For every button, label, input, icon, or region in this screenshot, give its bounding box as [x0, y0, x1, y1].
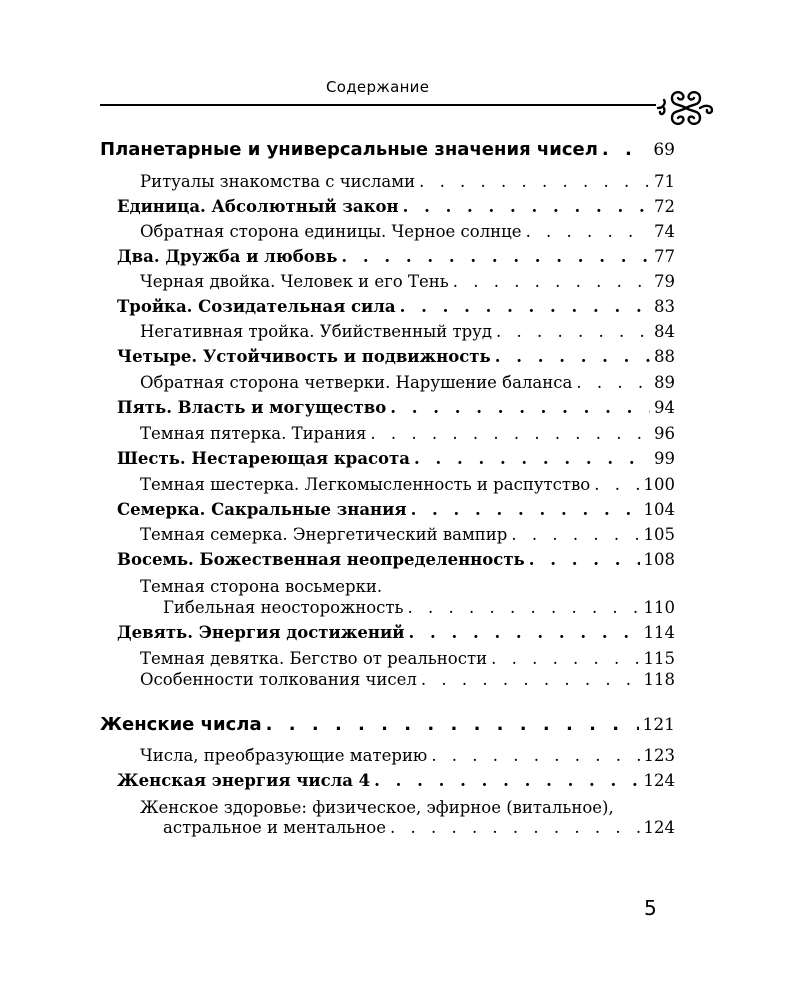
toc-entry[interactable]: Тройка. Созидательная сила . . . 83 — [117, 297, 675, 317]
page-ref: 69 — [653, 140, 675, 160]
page-ref: 110 — [643, 598, 675, 617]
toc-entry[interactable]: Четыре. Устойчивость и подвижность . . . 88 — [117, 347, 675, 367]
page-ref: 99 — [654, 449, 675, 468]
toc-entry[interactable]: Ритуалы знакомства с числами . . . 71 — [140, 172, 675, 192]
toc-entry[interactable]: Темная шестерка. Легкомысленность и распутство . . . 100 — [140, 475, 675, 495]
dot-leader — [341, 247, 650, 267]
dot-leader — [419, 172, 650, 192]
page-ref: 84 — [654, 322, 675, 341]
dot-leader — [403, 197, 650, 217]
page-ref: 114 — [643, 623, 675, 642]
dot-leader — [526, 222, 650, 242]
page-number: 5 — [644, 896, 657, 920]
dot-leader — [374, 771, 639, 791]
toc-entry[interactable]: Женская энергия числа 4 . . . 124 — [117, 771, 675, 791]
dot-leader — [390, 398, 650, 418]
toc-entry[interactable]: Черная двойка. Человек и его Тень . . . 79 — [140, 272, 675, 292]
toc-entry[interactable]: Темная девятка. Бегство от реальности . . . 115 — [140, 649, 675, 669]
page-ref: 108 — [643, 550, 675, 569]
dot-leader — [491, 649, 639, 669]
toc-entry-line1[interactable]: Темная сторона восьмерки. — [140, 577, 383, 596]
dot-leader — [408, 623, 639, 643]
dot-leader — [370, 424, 650, 444]
dot-leader — [576, 373, 650, 393]
toc-entry[interactable]: Негативная тройка. Убийственный труд . . . 84 — [140, 322, 675, 342]
page-ref: 100 — [643, 475, 675, 494]
dot-leader — [594, 475, 639, 495]
toc-entry[interactable]: астральное и ментальное . . . 124 — [163, 818, 675, 838]
toc-entry[interactable]: Особенности толкования чисел . . . 118 — [140, 670, 675, 690]
page-ref: 115 — [643, 649, 675, 668]
dot-leader — [421, 670, 640, 690]
toc-entry[interactable]: Семерка. Сакральные знания . . . 104 — [117, 500, 675, 520]
toc-entry[interactable]: Числа, преобразующие материю . . . 123 — [140, 746, 675, 766]
toc-entry[interactable]: Гибельная неосторожность . . . 110 — [163, 598, 675, 618]
toc-entry[interactable]: Темная семерка. Энергетический вампир . . . 105 — [140, 525, 675, 545]
page-ref: 88 — [654, 347, 675, 366]
page-ref: 124 — [643, 771, 675, 790]
dot-leader — [431, 746, 639, 766]
toc-section-heading[interactable]: Женские числа . . . 121 — [100, 715, 675, 735]
toc-entry[interactable]: Темная пятерка. Тирания . . . 96 — [140, 424, 675, 444]
toc-section-heading[interactable]: Планетарные и универсальные значения чисел . . . 69 — [100, 140, 675, 160]
dot-leader — [411, 500, 640, 520]
toc-entry[interactable]: Единица. Абсолютный закон . . . 72 — [117, 197, 675, 217]
page-ref: 121 — [642, 715, 675, 735]
dot-leader — [390, 818, 640, 838]
page-ref: 71 — [654, 172, 675, 191]
toc-entry[interactable]: Пять. Власть и могущество . . . 94 — [117, 398, 675, 418]
toc-entry[interactable]: Шесть. Нестареющая красота . . . 99 — [117, 449, 675, 469]
page-ref: 124 — [643, 818, 675, 837]
dot-leader — [266, 715, 639, 735]
toc-entry[interactable]: Обратная сторона единицы. Черное солнце . . . 74 — [140, 222, 675, 242]
dot-leader — [529, 550, 640, 570]
running-header: Содержание — [326, 78, 430, 96]
page-ref: 77 — [654, 247, 675, 266]
page-ref: 74 — [654, 222, 675, 241]
dot-leader — [453, 272, 650, 292]
page-ref: 104 — [643, 500, 675, 519]
dot-leader — [495, 347, 650, 367]
toc-entry[interactable]: Восемь. Божественная неопределенность . . . 108 — [117, 550, 675, 570]
dot-leader — [602, 140, 649, 160]
page-ref: 96 — [654, 424, 675, 443]
page-ref: 79 — [654, 272, 675, 291]
page-ref: 94 — [654, 398, 675, 417]
dot-leader — [400, 297, 650, 317]
toc-entry[interactable]: Обратная сторона четверки. Нарушение баланса . . . 89 — [140, 373, 675, 393]
page-ref: 123 — [643, 746, 675, 765]
toc-entry[interactable]: Два. Дружба и любовь . . . 77 — [117, 247, 675, 267]
dot-leader — [511, 525, 639, 545]
page-ref: 118 — [643, 670, 675, 689]
dot-leader — [414, 449, 650, 469]
page-ref: 72 — [654, 197, 675, 216]
toc-entry[interactable]: Девять. Энергия достижений . . . 114 — [117, 623, 675, 643]
page-ref: 105 — [643, 525, 675, 544]
dot-leader — [496, 322, 650, 342]
page-ref: 89 — [654, 373, 675, 392]
dot-leader — [408, 598, 640, 618]
toc-entry-line1[interactable]: Женское здоровье: физическое, эфирное (витальное), — [140, 798, 614, 817]
page-ref: 83 — [654, 297, 675, 316]
